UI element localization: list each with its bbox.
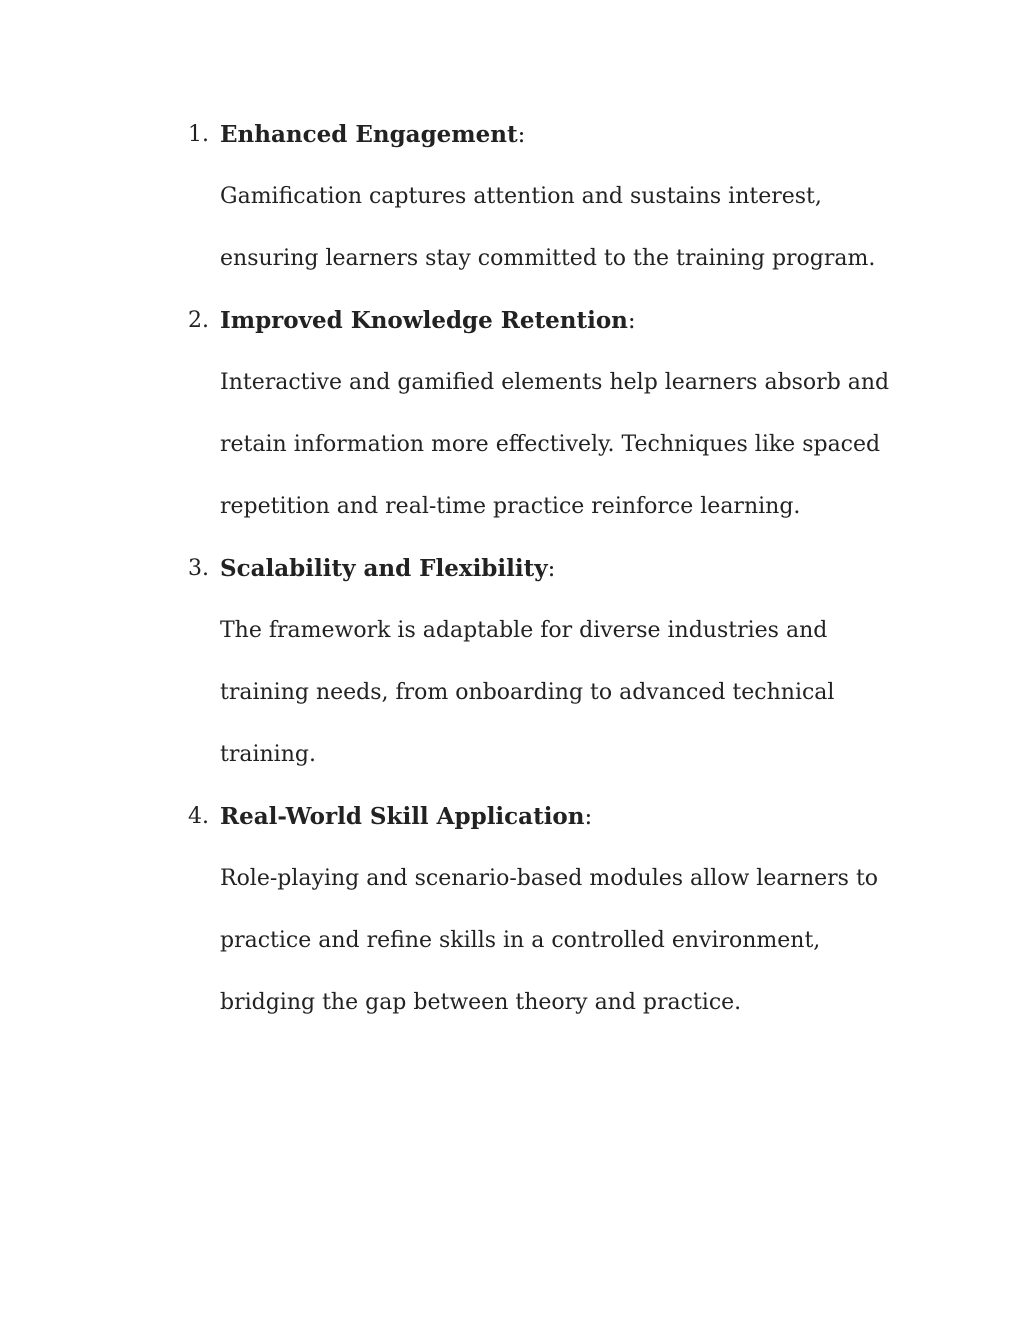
item-header bbox=[0, 786, 1024, 848]
item-title: Real-World Skill Application bbox=[220, 803, 585, 830]
description-line: Interactive and gamified elements help learners absorb and bbox=[220, 370, 890, 395]
item-colon: : bbox=[547, 556, 556, 582]
benefits-list bbox=[0, 104, 1024, 1034]
list-item bbox=[0, 786, 1024, 1034]
description-line: Gamification captures attention and sustains interest, bbox=[220, 184, 822, 209]
description-line: The framework is adaptable for diverse industries and bbox=[220, 618, 828, 643]
description-line: bridging the gap between theory and practice. bbox=[220, 990, 742, 1015]
item-description bbox=[0, 166, 1024, 290]
item-title: Scalability and Flexibility bbox=[220, 555, 548, 582]
item-heading bbox=[220, 290, 636, 352]
item-description bbox=[0, 600, 1024, 786]
description-line: training needs, from onboarding to advanced technical bbox=[220, 680, 835, 705]
description-line: training. bbox=[220, 742, 316, 767]
item-number: 1. bbox=[188, 122, 209, 147]
item-title: Improved Knowledge Retention bbox=[220, 307, 628, 334]
list-item bbox=[0, 538, 1024, 786]
description-line: ensuring learners stay committed to the training program. bbox=[220, 246, 876, 271]
item-header bbox=[0, 104, 1024, 166]
item-heading bbox=[220, 104, 525, 166]
description-line: retain information more effectively. Techniques like spaced bbox=[220, 432, 881, 457]
item-number: 4. bbox=[188, 804, 209, 829]
item-header bbox=[0, 290, 1024, 352]
description-line: repetition and real-time practice reinforce learning. bbox=[220, 494, 801, 519]
list-item bbox=[0, 290, 1024, 538]
item-colon: : bbox=[584, 804, 593, 830]
list-item bbox=[0, 104, 1024, 290]
item-description bbox=[0, 848, 1024, 1034]
item-number: 3. bbox=[188, 556, 209, 581]
item-heading bbox=[220, 538, 555, 600]
item-number: 2. bbox=[188, 308, 209, 333]
description-line: Role-playing and scenario-based modules allow learners to bbox=[220, 866, 879, 891]
item-heading bbox=[220, 786, 592, 848]
description-line: practice and refine skills in a controlled environment, bbox=[220, 928, 821, 953]
item-header bbox=[0, 538, 1024, 600]
item-description bbox=[0, 352, 1024, 538]
item-colon: : bbox=[627, 308, 636, 334]
item-title: Enhanced Engagement bbox=[220, 121, 518, 148]
item-colon: : bbox=[517, 122, 526, 148]
